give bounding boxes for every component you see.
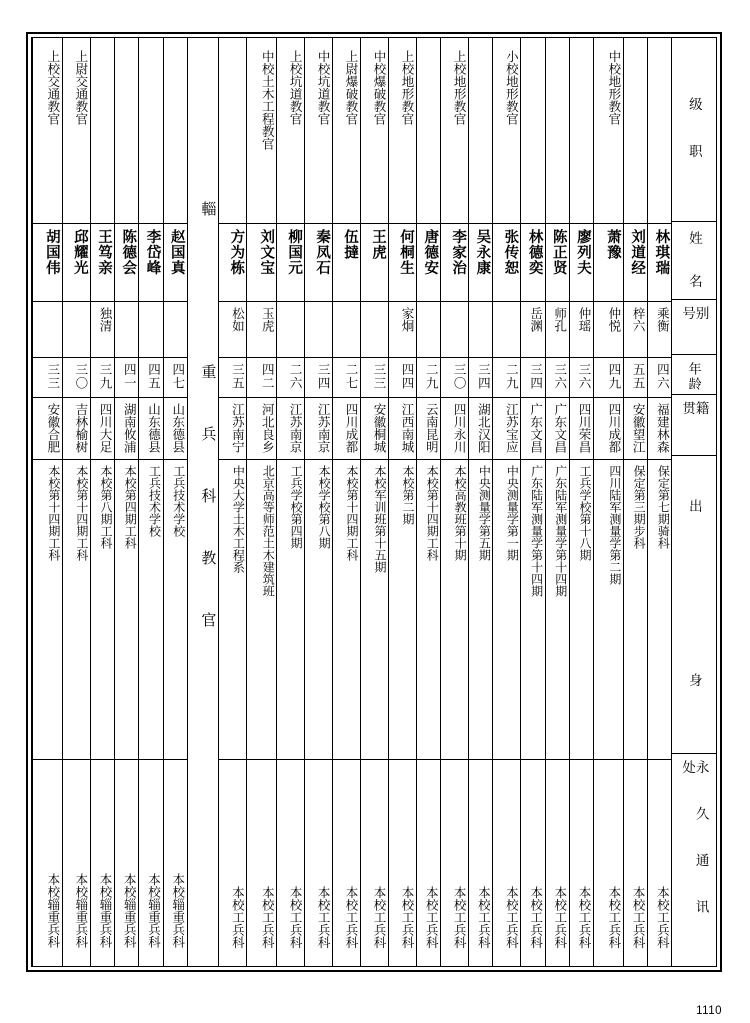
cell-origin: 吉林榆树 [63, 398, 90, 460]
cell-name: 刘文宝 [247, 224, 276, 302]
cell-age: 三三 [33, 358, 62, 398]
cell-rank: 中校坑道教官 [305, 38, 332, 224]
cell-rank [219, 38, 246, 224]
cell-age: 三六 [570, 358, 593, 398]
table-row [492, 38, 520, 966]
cell-age: 三三 [361, 358, 388, 398]
cell-school: 本校第十四期工科 [333, 460, 360, 760]
cell-name: 赵国真 [164, 224, 187, 302]
cell-age: 三六 [546, 358, 569, 398]
table-row [276, 38, 304, 966]
header-name: 姓 名 [672, 222, 716, 299]
cell-name: 萧豫 [594, 224, 623, 302]
cell-origin: 广东文昌 [546, 398, 569, 460]
cell-origin: 云南昆明 [417, 398, 440, 460]
cell-origin: 四川永川 [441, 398, 468, 460]
cell-address: 本校辎重兵科 [146, 873, 161, 948]
cell-address: 本校工兵科 [230, 885, 245, 948]
table-row [246, 38, 276, 966]
cell-name: 刘道经 [624, 224, 647, 302]
cell-rank [139, 38, 162, 224]
group-label-first: 輜 [199, 200, 216, 216]
cell-name: 秦凤石 [305, 224, 332, 302]
cell-school: 保定第七期骑科 [648, 460, 671, 760]
cell-address: 本校辎重兵科 [73, 873, 88, 948]
cell-address: 本校工兵科 [552, 885, 567, 948]
header-address: 永 久 通 讯 处 [680, 759, 709, 922]
cell-origin: 四川成都 [594, 398, 623, 460]
table-row [440, 38, 468, 966]
cell-school: 中央测量学第五期 [469, 460, 492, 760]
table-row [163, 38, 187, 966]
cell-school: 本校第十四期工科 [63, 460, 90, 760]
cell-address: 本校工兵科 [399, 885, 414, 948]
cell-origin: 江苏宝应 [493, 398, 520, 460]
table-row [360, 38, 388, 966]
cell-origin: 江苏南宁 [219, 398, 246, 460]
header-origin: 籍 贯 [672, 395, 716, 456]
cell-address: 本校工兵科 [316, 885, 331, 948]
cell-school: 四川陆军测量学第二期 [594, 460, 623, 760]
cell-name: 王笃亲 [91, 224, 114, 302]
table-row [569, 38, 593, 966]
cell-age: 四五 [139, 358, 162, 398]
cell-alias: 仲瑶 [570, 302, 593, 358]
cell-origin: 江苏南京 [277, 398, 304, 460]
header-age: 年龄 [672, 355, 716, 395]
cell-alias [33, 302, 62, 358]
table-row [593, 38, 623, 966]
header-school: 出 身 [672, 456, 716, 753]
table-row [647, 38, 671, 966]
table-row [468, 38, 492, 966]
column-header-labels [671, 38, 716, 966]
cell-name: 柳国元 [277, 224, 304, 302]
cell-school: 本校第二期 [389, 460, 416, 760]
cell-name: 何桐生 [389, 224, 416, 302]
cell-alias [164, 302, 187, 358]
cell-age: 五五 [624, 358, 647, 398]
cell-name: 方为栋 [219, 224, 246, 302]
cell-name: 李岱峰 [139, 224, 162, 302]
cell-school: 广东陆军测量学第十四期 [546, 460, 569, 760]
cell-alias: 乘衡 [648, 302, 671, 358]
table-row [388, 38, 416, 966]
cell-age: 四六 [648, 358, 671, 398]
cell-school: 工兵技术学校 [164, 460, 187, 760]
table-row [332, 38, 360, 966]
cell-age: 二九 [417, 358, 440, 398]
cell-address: 本校工兵科 [452, 885, 467, 948]
cell-rank [91, 38, 114, 224]
personnel-table [26, 32, 722, 972]
cell-age: 三四 [521, 358, 544, 398]
cell-age: 三四 [469, 358, 492, 398]
cell-age: 四二 [247, 358, 276, 398]
cell-age: 三四 [305, 358, 332, 398]
cell-address: 本校工兵科 [372, 885, 386, 948]
cell-origin: 广东文昌 [521, 398, 544, 460]
header-rank: 级 职 [672, 38, 716, 222]
cell-alias: 岳渊 [521, 302, 544, 358]
cell-alias [361, 302, 388, 358]
table-row [138, 38, 162, 966]
cell-origin: 安徽合肥 [33, 398, 62, 460]
cell-school: 广东陆军测量学第十四期 [521, 460, 544, 760]
cell-name: 吴永康 [469, 224, 492, 302]
cell-school: 本校高教班第十期 [441, 460, 468, 760]
table-row [32, 38, 62, 966]
cell-address: 本校工兵科 [260, 885, 275, 948]
cell-rank: 小校地形教官 [493, 38, 520, 224]
cell-address: 本校工兵科 [631, 885, 646, 948]
cell-name: 廖列夫 [570, 224, 593, 302]
cell-age: 二六 [277, 358, 304, 398]
cell-rank [570, 38, 593, 224]
cell-alias [333, 302, 360, 358]
table-row [545, 38, 569, 966]
cell-alias [441, 302, 468, 358]
cell-school: 中央大学土木工程系 [219, 460, 246, 760]
cell-origin: 湖北汉阳 [469, 398, 492, 460]
cell-origin: 四川荣昌 [570, 398, 593, 460]
cell-origin: 湖南攸浦 [115, 398, 138, 460]
cell-origin: 四川大足 [91, 398, 114, 460]
table-row [114, 38, 138, 966]
cell-rank: 上尉爆破教官 [333, 38, 360, 224]
table-row [62, 38, 90, 966]
cell-origin: 江苏南京 [305, 398, 332, 460]
cell-name: 胡国伟 [33, 224, 62, 302]
cell-name: 伍撻 [333, 224, 360, 302]
cell-alias [493, 302, 520, 358]
cell-name: 林琪瑞 [648, 224, 671, 302]
cell-rank [164, 38, 187, 224]
table-row [304, 38, 332, 966]
cell-age: 二七 [333, 358, 360, 398]
cell-alias: 玉虎 [247, 302, 276, 358]
cell-rank [546, 38, 569, 224]
cell-address: 本校辎重兵科 [122, 873, 137, 948]
cell-school: 中央测量学第一期 [493, 460, 520, 760]
table-row [218, 38, 246, 966]
header-alias: 别 号 [672, 300, 716, 356]
cell-school: 本校第四期工科 [115, 460, 138, 760]
cell-address: 本校工兵科 [476, 885, 491, 948]
cell-school: 工兵学校第十八期 [570, 460, 593, 760]
cell-rank: 中校地形教官 [594, 38, 623, 224]
group-label-second: 重 兵 科 教 官 [199, 363, 216, 643]
cell-age: 四七 [164, 358, 187, 398]
page-number: 1110 [696, 1005, 722, 1017]
cell-address: 本校辎重兵科 [170, 873, 185, 948]
cell-address: 本校辎重兵科 [45, 873, 60, 948]
cell-age: 四一 [115, 358, 138, 398]
cell-alias [277, 302, 304, 358]
cell-alias [115, 302, 138, 358]
cell-address: 本校工兵科 [606, 885, 621, 948]
cell-rank [624, 38, 647, 224]
cell-rank [521, 38, 544, 224]
cell-alias [417, 302, 440, 358]
cell-school: 本校军训班第十五期 [361, 460, 388, 760]
cell-alias: 梓六 [624, 302, 647, 358]
cell-rank [648, 38, 671, 224]
cell-age: 三〇 [63, 358, 90, 398]
cell-name: 张传恕 [493, 224, 520, 302]
cell-age: 二九 [493, 358, 520, 398]
cell-age: 三〇 [441, 358, 468, 398]
cell-name: 陈正贤 [546, 224, 569, 302]
cell-rank: 上校交通教官 [33, 38, 62, 224]
table-row [416, 38, 440, 966]
cell-school: 北京高等师范土木建筑班 [247, 460, 276, 760]
table-row [90, 38, 114, 966]
cell-address: 本校工兵科 [528, 885, 543, 948]
cell-origin: 福建林森 [648, 398, 671, 460]
cell-school: 本校第十四期工科 [33, 460, 62, 760]
cell-origin: 江西南城 [389, 398, 416, 460]
cell-address: 本校工兵科 [344, 885, 359, 948]
cell-name: 陈德会 [115, 224, 138, 302]
cell-alias: 独清 [91, 302, 114, 358]
cell-origin: 四川成都 [333, 398, 360, 460]
cell-alias: 仲悦 [594, 302, 623, 358]
cell-age: 三五 [219, 358, 246, 398]
cell-name: 林德奕 [521, 224, 544, 302]
cell-school: 本校第八期工科 [91, 460, 114, 760]
cell-rank: 中校土木工程教官 [247, 38, 276, 224]
group-label-column [187, 38, 219, 966]
cell-school: 保定第三期步科 [624, 460, 647, 760]
table-row [623, 38, 647, 966]
cell-school: 工兵学校第四期 [277, 460, 304, 760]
cell-address: 本校工兵科 [288, 885, 303, 948]
cell-rank [115, 38, 138, 224]
cell-origin: 安徽望江 [624, 398, 647, 460]
cell-school: 本校学校第八期 [305, 460, 332, 760]
cell-alias [469, 302, 492, 358]
table-row [520, 38, 544, 966]
cell-alias [63, 302, 90, 358]
cell-rank: 上尉交通教官 [63, 38, 90, 224]
cell-alias: 家炯 [389, 302, 416, 358]
cell-alias: 松如 [219, 302, 246, 358]
cell-alias [139, 302, 162, 358]
cell-rank: 上校坑道教官 [277, 38, 304, 224]
cell-age: 三九 [91, 358, 114, 398]
cell-rank [469, 38, 492, 224]
cell-address: 本校工兵科 [655, 885, 670, 948]
cell-rank [417, 38, 440, 224]
cell-origin: 河北良乡 [247, 398, 276, 460]
cell-rank: 上校地形教官 [389, 38, 416, 224]
cell-origin: 山东德县 [139, 398, 162, 460]
cell-alias [305, 302, 332, 358]
cell-address: 本校辎重兵科 [98, 873, 113, 948]
cell-alias: 师孔 [546, 302, 569, 358]
cell-age: 四九 [594, 358, 623, 398]
cell-address: 本校工兵科 [424, 885, 439, 948]
cell-address: 本校工兵科 [577, 885, 592, 948]
cell-origin: 山东德县 [164, 398, 187, 460]
cell-name: 邱耀光 [63, 224, 90, 302]
cell-school: 工兵技术学校 [139, 460, 162, 760]
table-inner-frame [31, 37, 717, 967]
cell-rank: 上校地形教官 [441, 38, 468, 224]
cell-name: 李家治 [441, 224, 468, 302]
cell-school: 本校第十四期工科 [417, 460, 440, 760]
cell-rank: 中校爆破教官 [361, 38, 388, 224]
cell-origin: 安徽桐城 [361, 398, 388, 460]
cell-age: 四四 [389, 358, 416, 398]
cell-address: 本校工兵科 [504, 885, 519, 948]
cell-name: 唐德安 [417, 224, 440, 302]
cell-name: 王虎 [361, 224, 388, 302]
